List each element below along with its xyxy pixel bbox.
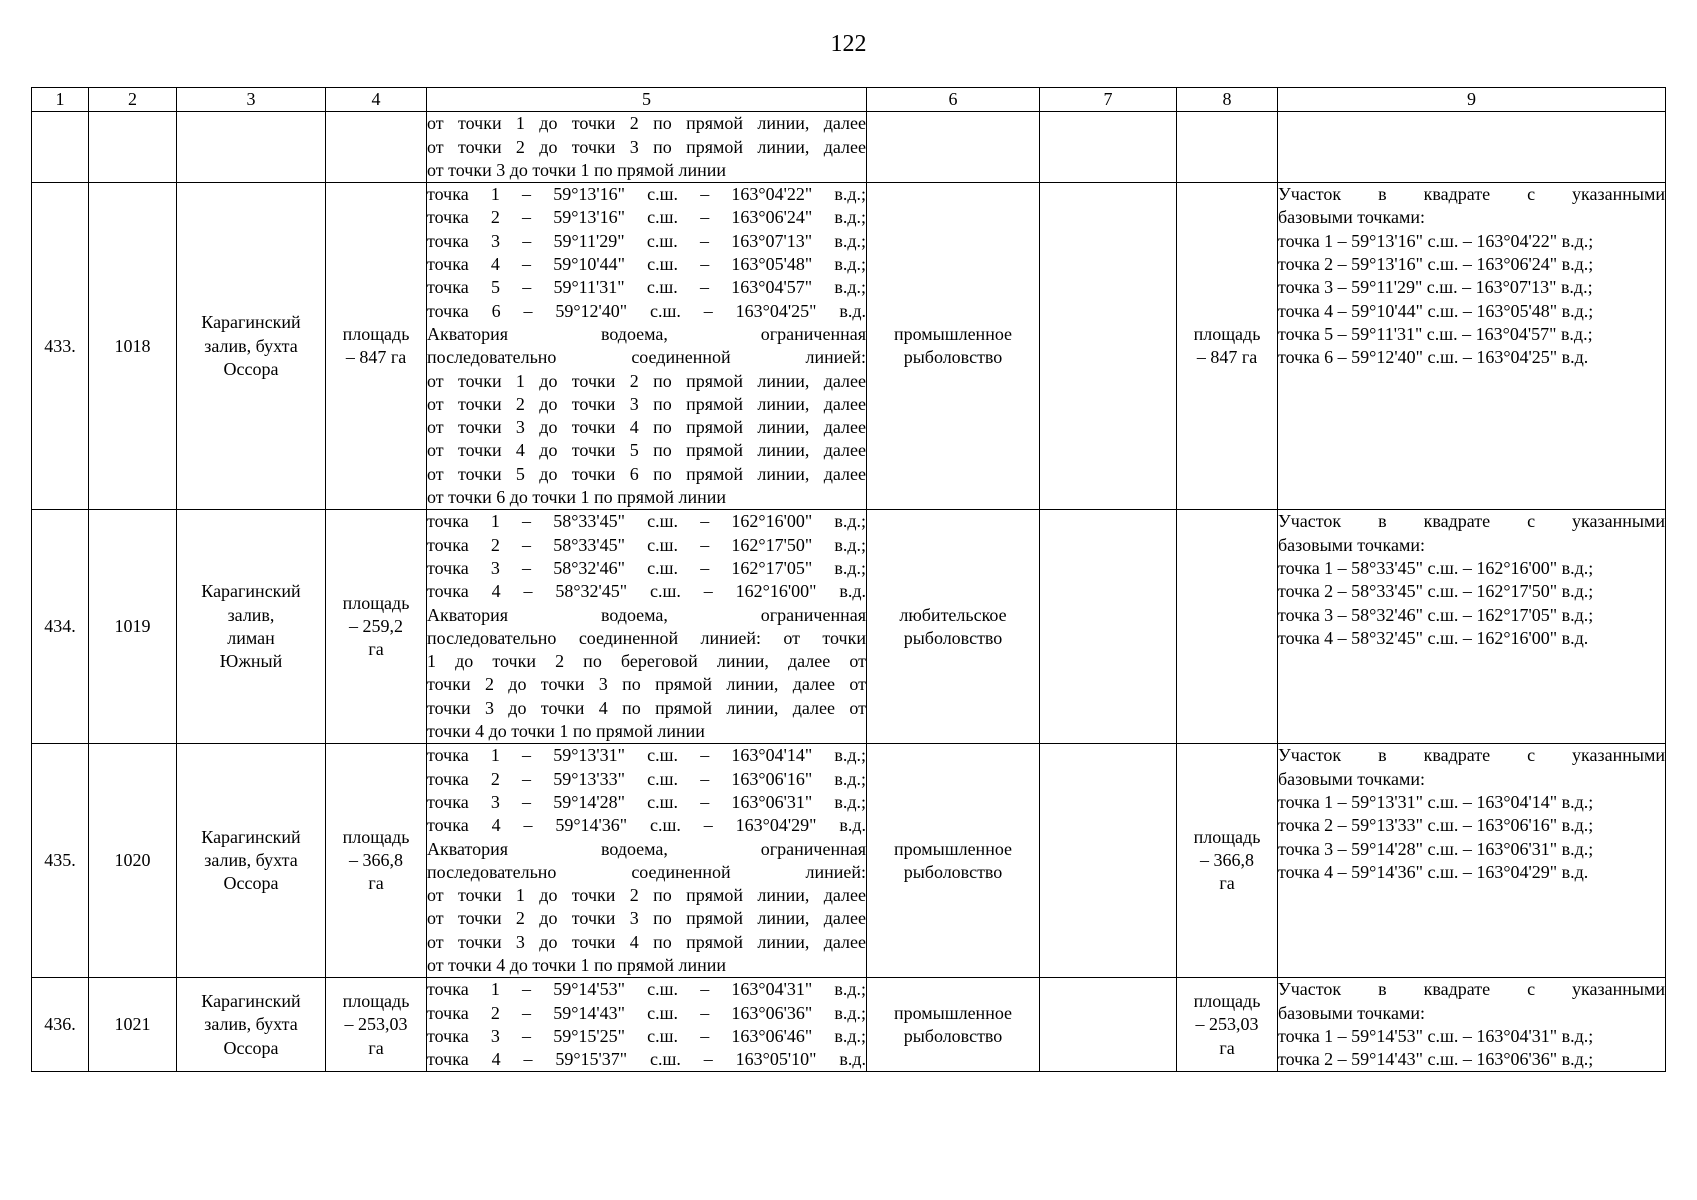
cell-line: от точки 1 до точки 2 по прямой линии, далее [427, 885, 866, 906]
purpose-cell [867, 510, 1040, 744]
cell-line: залив, бухта [204, 850, 298, 871]
cell-line: площадь [1193, 323, 1261, 344]
cell-line: последовательно соединенной линией: [427, 861, 866, 882]
cell-line: – 259,2 [349, 616, 403, 637]
column-header: 7 [1040, 88, 1177, 112]
site-code-cell [89, 183, 177, 510]
cell-line: 435. [44, 850, 76, 871]
cell-line: рыболовство [903, 861, 1003, 882]
cell-line: базовыми точками: [1278, 207, 1425, 228]
cell-line: точка 2 – 59°13'16" с.ш. – 163°06'24" в.д.; [1278, 254, 1594, 275]
boundary-description-cell [427, 112, 867, 183]
cell-line: рыболовство [903, 1025, 1003, 1046]
cell-line: промышленное [893, 323, 1013, 344]
cell-line: от точки 3 до точки 1 по прямой линии [427, 159, 727, 180]
cell-line: базовыми точками: [1278, 534, 1425, 555]
cell-line: точка 4 – 58°32'45" с.ш. – 162°16'00" в.д. [427, 581, 866, 602]
cell-line: точка 3 – 59°14'28" с.ш. – 163°06'31" в.д.; [1278, 838, 1594, 859]
cell-line: 1020 [114, 850, 151, 871]
cell-line: точка 3 – 59°11'29" с.ш. – 163°07'13" в.д.; [427, 230, 866, 251]
column-7-cell [1040, 978, 1177, 1072]
cell-line: Карагинский [201, 581, 301, 602]
cell-line: 1021 [114, 1014, 151, 1035]
row-number-cell [32, 112, 89, 183]
cell-line: лиман [227, 627, 275, 648]
cell-line: базовыми точками: [1278, 768, 1425, 789]
cell-line: от точки 4 до точки 1 по прямой линии [427, 954, 727, 975]
boundary-description-cell [427, 744, 867, 978]
base-points-cell [1278, 112, 1666, 183]
area-repeat-cell [1177, 978, 1278, 1072]
column-7-cell [1040, 744, 1177, 978]
cell-line: от точки 1 до точки 2 по прямой линии, далее [427, 113, 866, 134]
cell-line: точка 5 – 59°11'31" с.ш. – 163°04'57" в.д.; [427, 277, 866, 298]
cell-line: от точки 4 до точки 5 по прямой линии, далее [427, 440, 866, 461]
cell-line: промышленное [893, 1002, 1013, 1023]
cell-line: 436. [44, 1014, 76, 1035]
cell-line: Карагинский [201, 990, 301, 1011]
cell-line: – 253,03 [344, 1014, 408, 1035]
cell-line: Оссора [223, 1037, 279, 1058]
cell-line: 434. [44, 616, 76, 637]
cell-line: промышленное [893, 838, 1013, 859]
column-header: 8 [1177, 88, 1278, 112]
cell-line: Оссора [223, 358, 279, 379]
area-repeat-cell [1177, 183, 1278, 510]
cell-line: точка 2 – 58°33'45" с.ш. – 162°17'50" в.д.; [427, 534, 866, 555]
cell-line: Участок в квадрате с указанными [1278, 511, 1665, 532]
cell-line: Акватория водоема, ограниченная [427, 604, 866, 625]
area-repeat-cell [1177, 112, 1278, 183]
column-header: 9 [1278, 88, 1666, 112]
boundary-description-cell [427, 978, 867, 1072]
area-repeat-cell [1177, 510, 1278, 744]
cell-line: га [368, 873, 384, 894]
cell-line: га [368, 639, 384, 660]
cell-line: 433. [44, 335, 76, 356]
location-cell [177, 112, 326, 183]
location-cell [177, 978, 326, 1072]
column-header: 6 [867, 88, 1040, 112]
cell-line: точка 2 – 59°13'33" с.ш. – 163°06'16" в.д.; [1278, 815, 1594, 836]
cell-line: точка 1 – 59°13'16" с.ш. – 163°04'22" в.д.; [427, 184, 866, 205]
cell-line: точка 2 – 59°13'33" с.ш. – 163°06'16" в.д.; [427, 768, 866, 789]
cell-line: Южный [219, 651, 283, 672]
column-header: 4 [326, 88, 427, 112]
table-row [32, 183, 1666, 510]
column-header: 1 [32, 88, 89, 112]
cell-line: точка 3 – 58°32'46" с.ш. – 162°17'05" в.д.; [1278, 604, 1594, 625]
row-number-cell [32, 744, 89, 978]
cell-line: площадь [342, 826, 410, 847]
location-cell [177, 183, 326, 510]
cell-line: точка 2 – 59°13'16" с.ш. – 163°06'24" в.д.; [427, 207, 866, 228]
cell-line: площадь [1193, 826, 1261, 847]
cell-line: базовыми точками: [1278, 1002, 1425, 1023]
cell-line: точка 6 – 59°12'40" с.ш. – 163°04'25" в.д. [427, 300, 866, 321]
fishing-sites-table [31, 87, 1666, 1072]
cell-line: точка 2 – 59°14'43" с.ш. – 163°06'36" в.д.; [1278, 1049, 1594, 1070]
cell-line: точка 4 – 58°32'45" с.ш. – 162°16'00" в.д. [1278, 627, 1589, 648]
site-code-cell [89, 510, 177, 744]
cell-line: последовательно соединенной линией: от точки [427, 627, 866, 648]
cell-line: 1018 [114, 335, 151, 356]
area-cell [326, 978, 427, 1072]
base-points-cell [1278, 978, 1666, 1072]
cell-line: залив, бухта [204, 1014, 298, 1035]
column-7-cell [1040, 510, 1177, 744]
cell-line: точка 3 – 59°11'29" с.ш. – 163°07'13" в.д.; [1278, 277, 1593, 298]
cell-line: – 366,8 [349, 850, 403, 871]
site-code-cell [89, 112, 177, 183]
cell-line: точка 1 – 59°13'31" с.ш. – 163°04'14" в.д.; [427, 745, 866, 766]
location-cell [177, 510, 326, 744]
cell-line: точка 3 – 59°14'28" с.ш. – 163°06'31" в.д.; [427, 791, 866, 812]
cell-line: от точки 3 до точки 4 по прямой линии, далее [427, 931, 866, 952]
row-number-cell [32, 510, 89, 744]
cell-line: точка 1 – 59°13'16" с.ш. – 163°04'22" в.д.; [1278, 230, 1594, 251]
cell-line: от точки 6 до точки 1 по прямой линии [427, 487, 727, 508]
cell-line: от точки 2 до точки 3 по прямой линии, далее [427, 136, 866, 157]
cell-line: точка 5 – 59°11'31" с.ш. – 163°04'57" в.д.; [1278, 323, 1593, 344]
boundary-description-cell [427, 183, 867, 510]
cell-line: Карагинский [201, 826, 301, 847]
location-cell [177, 744, 326, 978]
cell-line: от точки 1 до точки 2 по прямой линии, далее [427, 370, 866, 391]
cell-line: от точки 2 до точки 3 по прямой линии, далее [427, 393, 866, 414]
cell-line: последовательно соединенной линией: [427, 347, 866, 368]
site-code-cell [89, 978, 177, 1072]
cell-line: точки 3 до точки 4 по прямой линии, далее от [427, 697, 866, 718]
cell-line: любительское [899, 604, 1007, 625]
area-repeat-cell [1177, 744, 1278, 978]
cell-line: точка 1 – 59°14'53" с.ш. – 163°04'31" в.д.; [427, 979, 866, 1000]
cell-line: точка 6 – 59°12'40" с.ш. – 163°04'25" в.д. [1278, 347, 1589, 368]
row-number-cell [32, 978, 89, 1072]
cell-line: 1 до точки 2 по береговой линии, далее от [427, 651, 866, 672]
row-number-cell [32, 183, 89, 510]
cell-line: залив, [227, 604, 275, 625]
cell-line: га [1219, 1037, 1235, 1058]
cell-line: рыболовство [903, 347, 1003, 368]
cell-line: га [368, 1037, 384, 1058]
purpose-cell [867, 744, 1040, 978]
cell-line: – 847 га [1196, 347, 1258, 368]
cell-line: от точки 3 до точки 4 по прямой линии, далее [427, 417, 866, 438]
base-points-cell [1278, 183, 1666, 510]
cell-line: точка 1 – 58°33'45" с.ш. – 162°16'00" в.д.; [427, 511, 866, 532]
cell-line: точки 2 до точки 3 по прямой линии, далее от [427, 674, 866, 695]
cell-line: от точки 2 до точки 3 по прямой линии, далее [427, 908, 866, 929]
cell-line: – 847 га [345, 347, 407, 368]
table-row [32, 510, 1666, 744]
cell-line: точка 3 – 59°15'25" с.ш. – 163°06'46" в.д.; [427, 1025, 866, 1046]
cell-line: Оссора [223, 873, 279, 894]
cell-line: точка 2 – 59°14'43" с.ш. – 163°06'36" в.д.; [427, 1002, 866, 1023]
cell-line: – 253,03 [1195, 1014, 1259, 1035]
cell-line: площадь [342, 323, 410, 344]
cell-line: от точки 5 до точки 6 по прямой линии, далее [427, 463, 866, 484]
cell-line: точка 4 – 59°15'37" с.ш. – 163°05'10" в.д. [427, 1049, 866, 1070]
table-row [32, 978, 1666, 1072]
cell-line: точка 2 – 58°33'45" с.ш. – 162°17'50" в.д.; [1278, 581, 1594, 602]
purpose-cell [867, 112, 1040, 183]
purpose-cell [867, 978, 1040, 1072]
cell-line: площадь [342, 990, 410, 1011]
column-header: 2 [89, 88, 177, 112]
cell-line: залив, бухта [204, 335, 298, 356]
base-points-cell [1278, 510, 1666, 744]
cell-line: Карагинский [201, 312, 301, 333]
area-cell [326, 183, 427, 510]
area-cell [326, 744, 427, 978]
site-code-cell [89, 744, 177, 978]
cell-line: точка 4 – 59°14'36" с.ш. – 163°04'29" в.д. [427, 815, 866, 836]
boundary-description-cell [427, 510, 867, 744]
area-cell [326, 510, 427, 744]
table-row [32, 112, 1666, 183]
column-7-cell [1040, 183, 1177, 510]
cell-line: рыболовство [903, 627, 1003, 648]
cell-line: точка 1 – 59°14'53" с.ш. – 163°04'31" в.д.; [1278, 1025, 1594, 1046]
cell-line: точка 1 – 59°13'31" с.ш. – 163°04'14" в.д.; [1278, 791, 1594, 812]
page-number: 122 [830, 31, 867, 57]
cell-line: площадь [342, 592, 410, 613]
column-header: 5 [427, 88, 867, 112]
cell-line: площадь [1193, 990, 1261, 1011]
cell-line: Участок в квадрате с указанными [1278, 745, 1665, 766]
cell-line: точки 4 до точки 1 по прямой линии [427, 721, 705, 742]
cell-line: Участок в квадрате с указанными [1278, 184, 1665, 205]
column-number-row [32, 88, 1666, 112]
cell-line: Акватория водоема, ограниченная [427, 838, 866, 859]
cell-line: Акватория водоема, ограниченная [427, 323, 866, 344]
cell-line: точка 1 – 58°33'45" с.ш. – 162°16'00" в.д.; [1278, 557, 1594, 578]
cell-line: Участок в квадрате с указанными [1278, 979, 1665, 1000]
table-row [32, 744, 1666, 978]
cell-line: точка 4 – 59°10'44" с.ш. – 163°05'48" в.д.; [427, 254, 866, 275]
column-header: 3 [177, 88, 326, 112]
cell-line: точка 3 – 58°32'46" с.ш. – 162°17'05" в.д.; [427, 557, 866, 578]
area-cell [326, 112, 427, 183]
cell-line: точка 4 – 59°10'44" с.ш. – 163°05'48" в.д.; [1278, 300, 1594, 321]
cell-line: га [1219, 873, 1235, 894]
base-points-cell [1278, 744, 1666, 978]
cell-line: 1019 [114, 616, 151, 637]
cell-line: – 366,8 [1200, 850, 1254, 871]
purpose-cell [867, 183, 1040, 510]
column-7-cell [1040, 112, 1177, 183]
cell-line: точка 4 – 59°14'36" с.ш. – 163°04'29" в.д. [1278, 861, 1589, 882]
